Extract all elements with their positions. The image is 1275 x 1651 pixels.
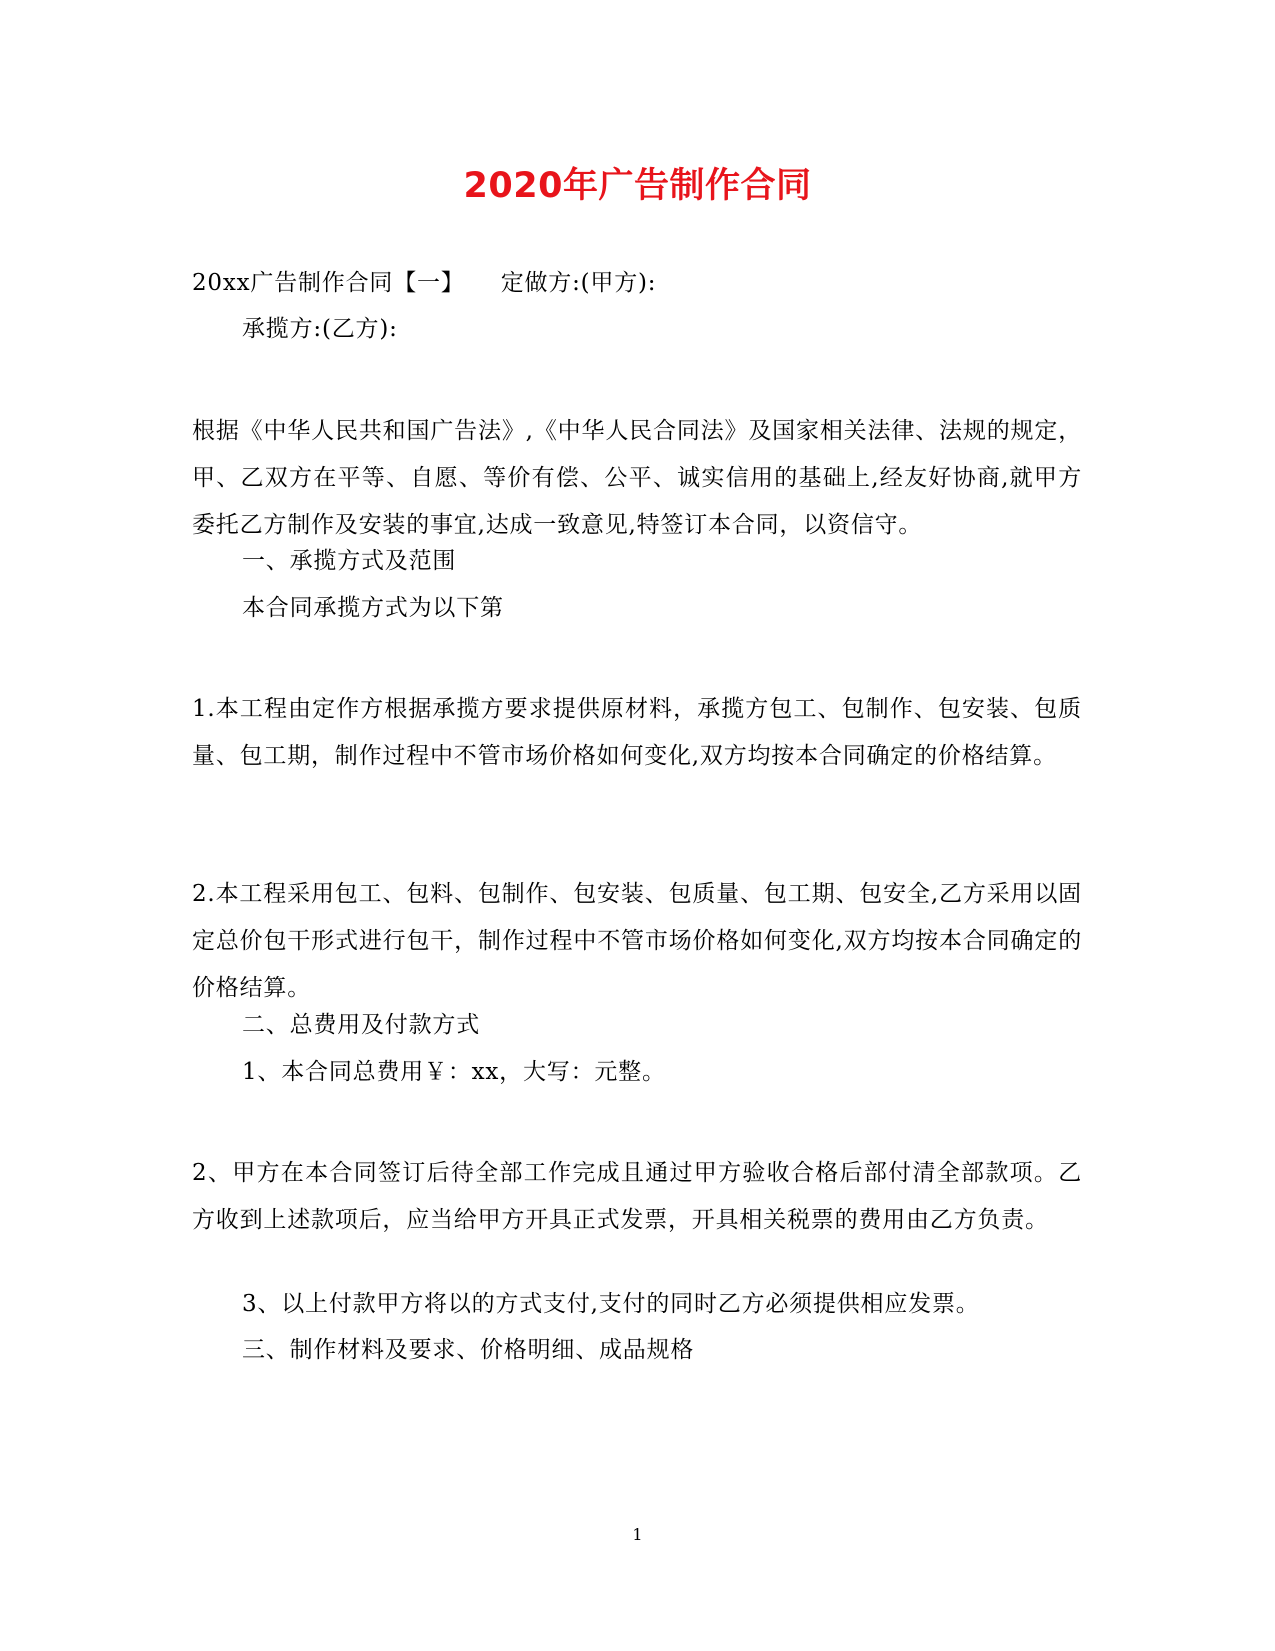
section1-item2: 2.本工程采用包工、包料、包制作、包安装、包质量、包工期、包安全,乙方采用以固定总价包干形式进行包干，制作过程中不管市场价格如何变化,双方均按本合同确定的价格结算。	[192, 881, 1082, 1001]
contract-header-line: 20xx广告制作合同【一】 定做方:(甲方):	[192, 270, 657, 296]
contractor-line: 承揽方:(乙方):	[242, 316, 398, 342]
section1-heading: 一、承揽方式及范围	[242, 548, 457, 574]
intro-paragraph: 根据《中华人民共和国广告法》,《中华人民合同法》及国家相关法律、法规的规定，甲、乙双方在平等、自愿、等价有偿、公平、诚实信用的基础上,经友好协商,就甲方委托乙方制作及安装的事宜,达成一致意见,特签订本合同，以资信守。	[192, 418, 1082, 538]
section2-heading: 二、总费用及付款方式	[242, 1012, 480, 1038]
section1-item1: 1.本工程由定作方根据承揽方要求提供原材料，承揽方包工、包制作、包安装、包质量、包工期，制作过程中不管市场价格如何变化,双方均按本合同确定的价格结算。	[192, 696, 1082, 769]
section3-heading: 三、制作材料及要求、价格明细、成品规格	[242, 1337, 695, 1363]
section2-item1: 1、本合同总费用￥：xx，大写：元整。	[242, 1059, 666, 1085]
section2-item2: 2、甲方在本合同签订后待全部工作完成且通过甲方验收合格后部付清全部款项。乙方收到上述款项后，应当给甲方开具正式发票，开具相关税票的费用由乙方负责。	[192, 1160, 1082, 1233]
document-title: 2020年广告制作合同	[463, 166, 812, 206]
section1-lead: 本合同承揽方式为以下第	[242, 595, 504, 621]
section2-item3: 3、以上付款甲方将以的方式支付,支付的同时乙方必须提供相应发票。	[242, 1291, 980, 1317]
page-number: 1	[632, 1525, 643, 1544]
